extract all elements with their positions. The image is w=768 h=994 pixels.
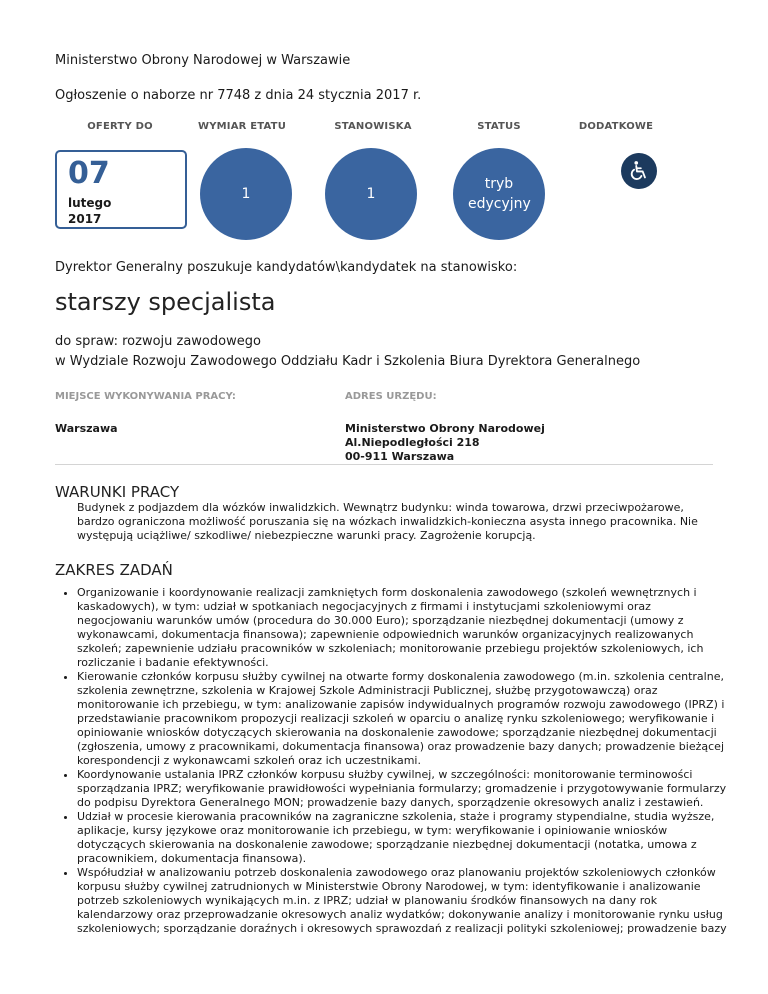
address-line: 00-911 Warszawa <box>345 450 455 463</box>
wymiar-etatu-circle <box>200 148 292 240</box>
task-item: • Organizowanie i koordynowanie realizacji zamkniętych form doskonalenia zawodowego (szkoleń wewnętrznych i kaskadowych), w tym: udział w spotkaniach negocjacyjnych z firmami i instytucjami szkoleniowymi oraz negocjowaniu warunków umów (procedura do 30.000 Euro); sporządzanie niezbędnej dokumentacji (umowy z wykonawcami, dokumentacja finansowa); zapewnienie odpowiednich warunków organizacyjnych realizowanych szkoleń; zapewnienie udziału pracowników w szkoleniach; monitorowanie przebiegu projektów szkoleniowych, ich rozliczanie i badanie efektywności. <box>77 586 727 670</box>
zakres-zadan-heading: ZAKRES ZADAŃ <box>55 561 173 579</box>
ministry-name: Ministerstwo Obrony Narodowej w Warszawie <box>55 53 351 68</box>
position-title: starszy specjalista <box>55 288 276 316</box>
intro-text: Dyrektor Generalny poszukuje kandydatów\kandydatek na stanowisko: <box>55 260 518 275</box>
status-value: tryb edycyjny <box>468 176 531 212</box>
header-stanowiska: STANOWISKA <box>334 121 412 132</box>
header-status: STATUS <box>477 121 521 132</box>
task-item: • Kierowanie członków korpusu służby cywilnej na otwarte formy doskonalenia zawodowego (m.in. szkolenia centralne, szkolenia zewnętrzne, szkolenia w Krajowej Szkole Administracji Publicznej, służbę przygotowawczą) oraz monitorowanie ich przebiegu, w tym: analizowanie zapisów indywidualnych programów rozwoju zawodowego (IPRZ) i przedstawianie pracownikom propozycji realizacji szkoleń w oparciu o analizę rynku szkoleniowego; weryfikowanie i opiniowanie wniosków dotyczących skierowania na doskonalenie zawodowe; sporządzanie niezbędnej dokumentacji (zgłoszenia, umowy z pracownikami, dokumentacja finansowa) oraz prowadzenie bazy danych; prowadzenie bieżącej korespondencji z wykonawcami szkoleń oraz ich uczestnikami. <box>77 670 727 768</box>
announcement-title: Ogłoszenie o naborze nr 7748 z dnia 24 stycznia 2017 r. <box>55 88 422 103</box>
workplace-value: Warszawa <box>55 422 118 435</box>
deadline-year: 2017 <box>68 212 102 226</box>
deadline-date-box <box>55 150 187 229</box>
wymiar-etatu-value: 1 <box>241 186 251 202</box>
header-oferty-do: OFERTY DO <box>87 121 153 132</box>
task-item: • Współudział w analizowaniu potrzeb doskonalenia zawodowego oraz planowaniu projektów szkoleniowych członków korpusu służby cywilnej zatrudnionych w Ministerstwie Obrony Narodowej, w tym: identyfikowanie i analizowanie potrzeb szkoleniowych wynikających m.in. z IPRZ; udział w planowaniu środków finansowych na dany rok kalendarzowy oraz przeprowadzanie okresowych analiz wydatków; dokonywanie analizy i monitorowanie rynku usług szkoleniowych; sporządzanie doraźnych i okresowych sprawozdań z realizacji polityki szkoleniowej; prowadzenie bazy <box>77 866 727 936</box>
wheelchair-icon <box>628 160 650 182</box>
workplace-label: MIEJSCE WYKONYWANIA PRACY: <box>55 391 236 402</box>
header-wymiar-etatu: WYMIAR ETATU <box>197 121 287 132</box>
stanowiska-circle <box>325 148 417 240</box>
status-circle <box>453 148 545 240</box>
position-department: w Wydziale Rozwoju Zawodowego Oddziału Kadr i Szkolenia Biura Dyrektora Generalnego <box>55 354 641 369</box>
task-list <box>60 586 727 936</box>
deadline-day: 07 <box>68 156 110 191</box>
warunki-pracy-text: Budynek z podjazdem dla wózków inwalidzkich. Wewnątrz budynku: winda towarowa, drzwi przeciwpożarowe, bardzo ograniczona możliwość poruszania się na wózkach inwalidzkich-konieczna asysta innego pracownika. Nie występują uciążliwe/ szkodliwe/ niebezpieczne warunki pracy. Zagrożenie korupcją. <box>77 501 698 542</box>
deadline-month: lutego <box>68 196 112 210</box>
address-line: Ministerstwo Obrony Narodowej <box>345 422 545 435</box>
stanowiska-value: 1 <box>366 186 376 202</box>
position-specialty: do spraw: rozwoju zawodowego <box>55 334 261 349</box>
accessibility-badge <box>621 153 657 189</box>
header-dodatkowe: DODATKOWE <box>578 121 654 132</box>
office-address-label: ADRES URZĘDU: <box>345 391 437 402</box>
warunki-pracy-heading: WARUNKI PRACY <box>55 483 180 501</box>
task-item: • Koordynowanie ustalania IPRZ członków korpusu służby cywilnej, w szczególności: monitorowanie terminowości sporządzania IPRZ; weryfikowanie prawidłowości wypełniania formularzy; gromadzenie i przygotowywanie formularzy do podpisu Dyrektora Generalnego MON; prowadzenie bazy danych, sporządzenie okresowych analiz i zestawień. <box>77 768 727 810</box>
section-divider <box>55 464 713 465</box>
address-line: Al.Niepodległości 218 <box>345 436 480 449</box>
task-item: • Udział w procesie kierowania pracowników na zagraniczne szkolenia, staże i programy stypendialne, studia wyższe, aplikacje, kursy językowe oraz monitorowanie ich przebiegu, w tym: weryfikowanie i opiniowanie wniosków dotyczących skierowania na doskonalenie zawodowe; sporządzanie niezbędnej dokumentacji (notatka, umowa z pracownikiem, dokumentacja finansowa). <box>77 810 727 866</box>
